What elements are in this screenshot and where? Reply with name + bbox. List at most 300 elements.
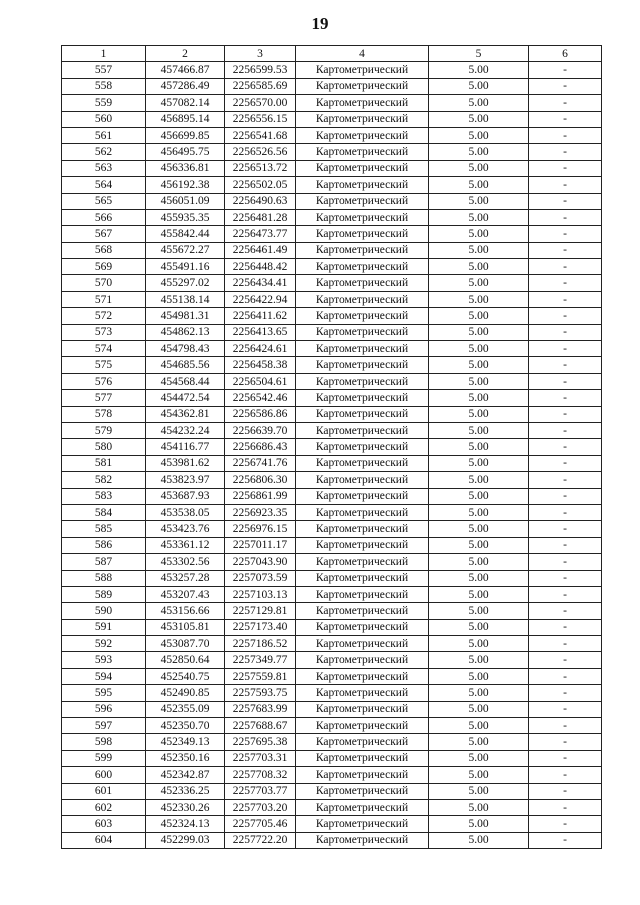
y-coordinate-cell: 2256741.76: [225, 455, 296, 471]
accuracy-cell: 5.00: [429, 767, 529, 783]
method-cell: Картометрический: [296, 127, 429, 143]
x-coordinate-cell: 457466.87: [146, 62, 225, 78]
accuracy-cell: 5.00: [429, 701, 529, 717]
method-cell: Картометрический: [296, 554, 429, 570]
point-number-cell: 602: [62, 799, 146, 815]
y-coordinate-cell: 2256411.62: [225, 308, 296, 324]
table-row: [62, 95, 602, 111]
y-coordinate-cell: 2256458.38: [225, 357, 296, 373]
table-row: [62, 357, 602, 373]
x-coordinate-cell: 452540.75: [146, 668, 225, 684]
accuracy-cell: 5.00: [429, 750, 529, 766]
point-number-cell: 566: [62, 209, 146, 225]
accuracy-cell: 5.00: [429, 488, 529, 504]
table-row: [62, 472, 602, 488]
y-coordinate-cell: 2257688.67: [225, 718, 296, 734]
method-cell: Картометрический: [296, 422, 429, 438]
y-coordinate-cell: 2256686.43: [225, 439, 296, 455]
point-number-cell: 564: [62, 177, 146, 193]
accuracy-cell: 5.00: [429, 177, 529, 193]
method-cell: Картометрический: [296, 472, 429, 488]
point-number-cell: 592: [62, 636, 146, 652]
accuracy-cell: 5.00: [429, 308, 529, 324]
y-coordinate-cell: 2257129.81: [225, 603, 296, 619]
note-cell: -: [529, 767, 602, 783]
column-header: 5: [429, 46, 529, 62]
table-row: [62, 750, 602, 766]
accuracy-cell: 5.00: [429, 537, 529, 553]
table-row: [62, 242, 602, 258]
y-coordinate-cell: 2256448.42: [225, 259, 296, 275]
y-coordinate-cell: 2256556.15: [225, 111, 296, 127]
method-cell: Картометрический: [296, 816, 429, 832]
x-coordinate-cell: 455842.44: [146, 226, 225, 242]
point-number-cell: 577: [62, 390, 146, 406]
method-cell: Картометрический: [296, 439, 429, 455]
point-number-cell: 572: [62, 308, 146, 324]
x-coordinate-cell: 453257.28: [146, 570, 225, 586]
table-row: [62, 193, 602, 209]
accuracy-cell: 5.00: [429, 783, 529, 799]
point-number-cell: 601: [62, 783, 146, 799]
table-row: [62, 160, 602, 176]
accuracy-cell: 5.00: [429, 685, 529, 701]
method-cell: Картометрический: [296, 308, 429, 324]
note-cell: -: [529, 308, 602, 324]
y-coordinate-cell: 2256461.49: [225, 242, 296, 258]
y-coordinate-cell: 2257103.13: [225, 586, 296, 602]
point-number-cell: 579: [62, 422, 146, 438]
y-coordinate-cell: 2257695.38: [225, 734, 296, 750]
y-coordinate-cell: 2256599.53: [225, 62, 296, 78]
y-coordinate-cell: 2256513.72: [225, 160, 296, 176]
column-header: 3: [225, 46, 296, 62]
y-coordinate-cell: 2257349.77: [225, 652, 296, 668]
point-number-cell: 595: [62, 685, 146, 701]
accuracy-cell: 5.00: [429, 357, 529, 373]
y-coordinate-cell: 2256541.68: [225, 127, 296, 143]
method-cell: Картометрический: [296, 537, 429, 553]
table-row: [62, 685, 602, 701]
point-number-cell: 585: [62, 521, 146, 537]
point-number-cell: 596: [62, 701, 146, 717]
y-coordinate-cell: 2256434.41: [225, 275, 296, 291]
table-row: [62, 816, 602, 832]
note-cell: -: [529, 390, 602, 406]
method-cell: Картометрический: [296, 144, 429, 160]
point-number-cell: 599: [62, 750, 146, 766]
x-coordinate-cell: 455935.35: [146, 209, 225, 225]
accuracy-cell: 5.00: [429, 422, 529, 438]
method-cell: Картометрический: [296, 275, 429, 291]
accuracy-cell: 5.00: [429, 603, 529, 619]
method-cell: Картометрический: [296, 488, 429, 504]
accuracy-cell: 5.00: [429, 291, 529, 307]
accuracy-cell: 5.00: [429, 816, 529, 832]
page-number: 19: [311, 14, 329, 33]
accuracy-cell: 5.00: [429, 668, 529, 684]
x-coordinate-cell: 453156.66: [146, 603, 225, 619]
table-row: [62, 619, 602, 635]
note-cell: -: [529, 570, 602, 586]
table-row: [62, 390, 602, 406]
table-row: [62, 570, 602, 586]
method-cell: Картометрический: [296, 62, 429, 78]
point-number-cell: 603: [62, 816, 146, 832]
point-number-cell: 561: [62, 127, 146, 143]
note-cell: -: [529, 406, 602, 422]
x-coordinate-cell: 452490.85: [146, 685, 225, 701]
x-coordinate-cell: 453105.81: [146, 619, 225, 635]
note-cell: -: [529, 734, 602, 750]
note-cell: -: [529, 783, 602, 799]
point-number-cell: 597: [62, 718, 146, 734]
accuracy-cell: 5.00: [429, 193, 529, 209]
method-cell: Картометрический: [296, 95, 429, 111]
x-coordinate-cell: 454568.44: [146, 373, 225, 389]
x-coordinate-cell: 457082.14: [146, 95, 225, 111]
y-coordinate-cell: 2256473.77: [225, 226, 296, 242]
y-coordinate-cell: 2257043.90: [225, 554, 296, 570]
y-coordinate-cell: 2257173.40: [225, 619, 296, 635]
point-number-cell: 591: [62, 619, 146, 635]
accuracy-cell: 5.00: [429, 242, 529, 258]
note-cell: -: [529, 586, 602, 602]
y-coordinate-cell: 2256424.61: [225, 341, 296, 357]
note-cell: -: [529, 636, 602, 652]
table-row: [62, 455, 602, 471]
accuracy-cell: 5.00: [429, 586, 529, 602]
x-coordinate-cell: 455297.02: [146, 275, 225, 291]
y-coordinate-cell: 2256586.86: [225, 406, 296, 422]
x-coordinate-cell: 455672.27: [146, 242, 225, 258]
accuracy-cell: 5.00: [429, 406, 529, 422]
note-cell: -: [529, 439, 602, 455]
x-coordinate-cell: 456495.75: [146, 144, 225, 160]
method-cell: Картометрический: [296, 373, 429, 389]
accuracy-cell: 5.00: [429, 636, 529, 652]
table-row: [62, 111, 602, 127]
note-cell: -: [529, 537, 602, 553]
y-coordinate-cell: 2256923.35: [225, 504, 296, 520]
note-cell: -: [529, 78, 602, 94]
note-cell: -: [529, 832, 602, 848]
accuracy-cell: 5.00: [429, 472, 529, 488]
note-cell: -: [529, 619, 602, 635]
table-row: [62, 226, 602, 242]
x-coordinate-cell: 456192.38: [146, 177, 225, 193]
note-cell: -: [529, 521, 602, 537]
point-number-cell: 567: [62, 226, 146, 242]
point-number-cell: 598: [62, 734, 146, 750]
x-coordinate-cell: 454798.43: [146, 341, 225, 357]
y-coordinate-cell: 2256976.15: [225, 521, 296, 537]
method-cell: Картометрический: [296, 78, 429, 94]
accuracy-cell: 5.00: [429, 111, 529, 127]
table-row: [62, 554, 602, 570]
method-cell: Картометрический: [296, 193, 429, 209]
point-number-cell: 600: [62, 767, 146, 783]
note-cell: -: [529, 291, 602, 307]
x-coordinate-cell: 453302.56: [146, 554, 225, 570]
column-header: 1: [62, 46, 146, 62]
accuracy-cell: 5.00: [429, 504, 529, 520]
column-header: 6: [529, 46, 602, 62]
x-coordinate-cell: 453538.05: [146, 504, 225, 520]
x-coordinate-cell: 453361.12: [146, 537, 225, 553]
point-number-cell: 563: [62, 160, 146, 176]
method-cell: Картометрический: [296, 767, 429, 783]
note-cell: -: [529, 701, 602, 717]
point-number-cell: 587: [62, 554, 146, 570]
method-cell: Картометрический: [296, 504, 429, 520]
table-row: [62, 62, 602, 78]
x-coordinate-cell: 454472.54: [146, 390, 225, 406]
y-coordinate-cell: 2257073.59: [225, 570, 296, 586]
accuracy-cell: 5.00: [429, 734, 529, 750]
point-number-cell: 569: [62, 259, 146, 275]
x-coordinate-cell: 456336.81: [146, 160, 225, 176]
table-row: [62, 78, 602, 94]
note-cell: -: [529, 341, 602, 357]
accuracy-cell: 5.00: [429, 160, 529, 176]
table-row: [62, 718, 602, 734]
x-coordinate-cell: 454981.31: [146, 308, 225, 324]
point-number-cell: 568: [62, 242, 146, 258]
note-cell: -: [529, 226, 602, 242]
y-coordinate-cell: 2257703.77: [225, 783, 296, 799]
table-row: [62, 422, 602, 438]
method-cell: Картометрический: [296, 603, 429, 619]
accuracy-cell: 5.00: [429, 455, 529, 471]
y-coordinate-cell: 2256639.70: [225, 422, 296, 438]
note-cell: -: [529, 718, 602, 734]
method-cell: Картометрический: [296, 799, 429, 815]
table-row: [62, 734, 602, 750]
y-coordinate-cell: 2256481.28: [225, 209, 296, 225]
table-row: [62, 488, 602, 504]
accuracy-cell: 5.00: [429, 62, 529, 78]
note-cell: -: [529, 373, 602, 389]
y-coordinate-cell: 2257186.52: [225, 636, 296, 652]
accuracy-cell: 5.00: [429, 78, 529, 94]
note-cell: -: [529, 275, 602, 291]
y-coordinate-cell: 2257011.17: [225, 537, 296, 553]
x-coordinate-cell: 452330.26: [146, 799, 225, 815]
accuracy-cell: 5.00: [429, 144, 529, 160]
method-cell: Картометрический: [296, 226, 429, 242]
table-row: [62, 832, 602, 848]
point-number-cell: 560: [62, 111, 146, 127]
note-cell: -: [529, 127, 602, 143]
header-row: [62, 46, 602, 62]
table-row: [62, 373, 602, 389]
x-coordinate-cell: 453423.76: [146, 521, 225, 537]
note-cell: -: [529, 504, 602, 520]
point-number-cell: 582: [62, 472, 146, 488]
method-cell: Картометрический: [296, 750, 429, 766]
table-row: [62, 209, 602, 225]
x-coordinate-cell: 454862.13: [146, 324, 225, 340]
accuracy-cell: 5.00: [429, 799, 529, 815]
note-cell: -: [529, 554, 602, 570]
note-cell: -: [529, 144, 602, 160]
accuracy-cell: 5.00: [429, 259, 529, 275]
x-coordinate-cell: 452342.87: [146, 767, 225, 783]
note-cell: -: [529, 816, 602, 832]
y-coordinate-cell: 2257559.81: [225, 668, 296, 684]
note-cell: -: [529, 62, 602, 78]
method-cell: Картометрический: [296, 652, 429, 668]
y-coordinate-cell: 2256422.94: [225, 291, 296, 307]
x-coordinate-cell: 457286.49: [146, 78, 225, 94]
note-cell: -: [529, 357, 602, 373]
y-coordinate-cell: 2256861.99: [225, 488, 296, 504]
table-row: [62, 783, 602, 799]
note-cell: -: [529, 160, 602, 176]
note-cell: -: [529, 111, 602, 127]
table-row: [62, 144, 602, 160]
method-cell: Картометрический: [296, 701, 429, 717]
accuracy-cell: 5.00: [429, 390, 529, 406]
method-cell: Картометрический: [296, 357, 429, 373]
y-coordinate-cell: 2256490.63: [225, 193, 296, 209]
y-coordinate-cell: 2256585.69: [225, 78, 296, 94]
accuracy-cell: 5.00: [429, 275, 529, 291]
point-number-cell: 604: [62, 832, 146, 848]
accuracy-cell: 5.00: [429, 209, 529, 225]
table-row: [62, 177, 602, 193]
point-number-cell: 570: [62, 275, 146, 291]
point-number-cell: 586: [62, 537, 146, 553]
y-coordinate-cell: 2257708.32: [225, 767, 296, 783]
x-coordinate-cell: 455491.16: [146, 259, 225, 275]
note-cell: -: [529, 95, 602, 111]
x-coordinate-cell: 452350.70: [146, 718, 225, 734]
y-coordinate-cell: 2256504.61: [225, 373, 296, 389]
table-row: [62, 537, 602, 553]
point-number-cell: 562: [62, 144, 146, 160]
point-number-cell: 594: [62, 668, 146, 684]
table-row: [62, 586, 602, 602]
method-cell: Картометрический: [296, 734, 429, 750]
y-coordinate-cell: 2256526.56: [225, 144, 296, 160]
note-cell: -: [529, 472, 602, 488]
y-coordinate-cell: 2257593.75: [225, 685, 296, 701]
point-number-cell: 575: [62, 357, 146, 373]
table-row: [62, 504, 602, 520]
x-coordinate-cell: 456895.14: [146, 111, 225, 127]
note-cell: -: [529, 422, 602, 438]
table-body: [62, 62, 602, 849]
point-number-cell: 565: [62, 193, 146, 209]
note-cell: -: [529, 668, 602, 684]
x-coordinate-cell: 453823.97: [146, 472, 225, 488]
point-number-cell: 574: [62, 341, 146, 357]
table-row: [62, 308, 602, 324]
table-row: [62, 603, 602, 619]
x-coordinate-cell: 452355.09: [146, 701, 225, 717]
coordinates-table: [61, 45, 602, 849]
method-cell: Картометрический: [296, 718, 429, 734]
point-number-cell: 593: [62, 652, 146, 668]
point-number-cell: 578: [62, 406, 146, 422]
method-cell: Картометрический: [296, 291, 429, 307]
accuracy-cell: 5.00: [429, 95, 529, 111]
y-coordinate-cell: 2257703.31: [225, 750, 296, 766]
method-cell: Картометрический: [296, 783, 429, 799]
accuracy-cell: 5.00: [429, 439, 529, 455]
table-row: [62, 701, 602, 717]
accuracy-cell: 5.00: [429, 832, 529, 848]
method-cell: Картометрический: [296, 259, 429, 275]
x-coordinate-cell: 454362.81: [146, 406, 225, 422]
point-number-cell: 558: [62, 78, 146, 94]
table-row: [62, 799, 602, 815]
y-coordinate-cell: 2257705.46: [225, 816, 296, 832]
note-cell: -: [529, 259, 602, 275]
x-coordinate-cell: 452336.25: [146, 783, 225, 799]
table-row: [62, 291, 602, 307]
method-cell: Картометрический: [296, 619, 429, 635]
y-coordinate-cell: 2257722.20: [225, 832, 296, 848]
point-number-cell: 571: [62, 291, 146, 307]
note-cell: -: [529, 193, 602, 209]
table-row: [62, 521, 602, 537]
accuracy-cell: 5.00: [429, 373, 529, 389]
table-row: [62, 341, 602, 357]
y-coordinate-cell: 2256806.30: [225, 472, 296, 488]
column-header: 2: [146, 46, 225, 62]
x-coordinate-cell: 452349.13: [146, 734, 225, 750]
method-cell: Картометрический: [296, 832, 429, 848]
x-coordinate-cell: 456051.09: [146, 193, 225, 209]
accuracy-cell: 5.00: [429, 652, 529, 668]
point-number-cell: 588: [62, 570, 146, 586]
method-cell: Картометрический: [296, 242, 429, 258]
x-coordinate-cell: 453207.43: [146, 586, 225, 602]
note-cell: -: [529, 488, 602, 504]
x-coordinate-cell: 454685.56: [146, 357, 225, 373]
method-cell: Картометрический: [296, 455, 429, 471]
table-row: [62, 406, 602, 422]
point-number-cell: 580: [62, 439, 146, 455]
x-coordinate-cell: 452324.13: [146, 816, 225, 832]
note-cell: -: [529, 324, 602, 340]
x-coordinate-cell: 454116.77: [146, 439, 225, 455]
point-number-cell: 581: [62, 455, 146, 471]
table-row: [62, 636, 602, 652]
method-cell: Картометрический: [296, 341, 429, 357]
method-cell: Картометрический: [296, 521, 429, 537]
method-cell: Картометрический: [296, 111, 429, 127]
accuracy-cell: 5.00: [429, 570, 529, 586]
point-number-cell: 573: [62, 324, 146, 340]
table-row: [62, 127, 602, 143]
method-cell: Картометрический: [296, 570, 429, 586]
note-cell: -: [529, 799, 602, 815]
note-cell: -: [529, 685, 602, 701]
point-number-cell: 589: [62, 586, 146, 602]
accuracy-cell: 5.00: [429, 521, 529, 537]
point-number-cell: 590: [62, 603, 146, 619]
method-cell: Картометрический: [296, 324, 429, 340]
note-cell: -: [529, 242, 602, 258]
note-cell: -: [529, 652, 602, 668]
note-cell: -: [529, 455, 602, 471]
y-coordinate-cell: 2256413.65: [225, 324, 296, 340]
accuracy-cell: 5.00: [429, 619, 529, 635]
